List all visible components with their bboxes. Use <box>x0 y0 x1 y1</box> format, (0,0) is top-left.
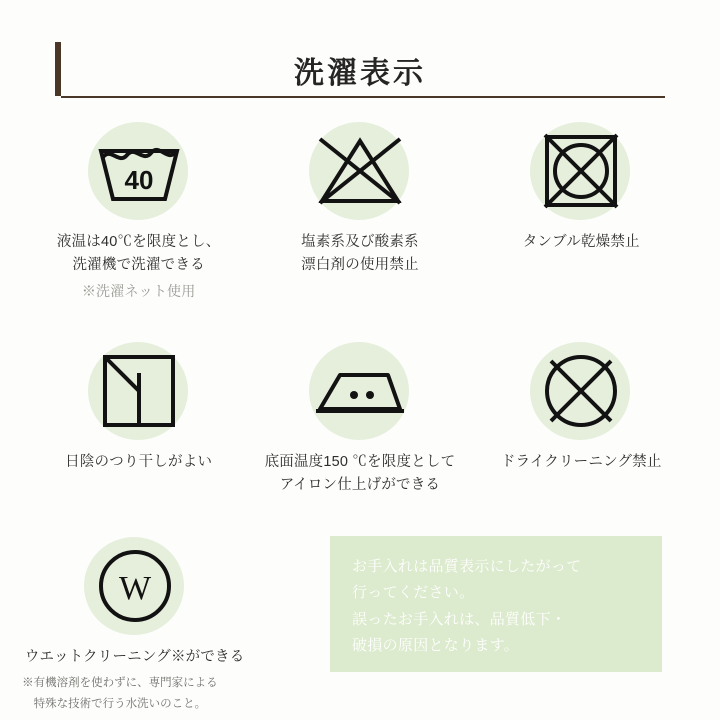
symbol-cell-dry-in-shade <box>28 338 249 533</box>
symbol-graphic <box>522 118 640 223</box>
symbol-row <box>28 118 692 338</box>
symbol-cell-washing-machine-40 <box>28 118 249 338</box>
care-instruction-note <box>330 536 662 672</box>
wet-cleaning-footnote: ※有機溶剤を使わずに、専門家による 特殊な技術で行う水洗いのこと。 <box>22 677 218 710</box>
symbol-graphic <box>301 118 419 223</box>
wash-tub-40-icon <box>95 135 183 207</box>
note-line: 破損の原因となります。 <box>352 636 520 654</box>
symbol-caption: ドライクリーニング禁止 <box>500 454 662 470</box>
square-circle-crossed-tumble-dry-icon <box>539 129 623 213</box>
note-line: 行ってください。 <box>352 584 475 602</box>
symbol-graphic <box>301 338 419 443</box>
square-diagonal-line-dry-shade-icon <box>99 351 179 431</box>
note-line: 誤ったお手入れは、品質低下・ <box>352 610 567 628</box>
symbol-caption: ウエットクリーニング※ができる <box>24 649 245 665</box>
symbol-row <box>28 338 692 533</box>
symbol-cell-iron-150 <box>249 338 470 533</box>
header-divider <box>61 96 665 98</box>
svg-text:W: W <box>118 569 151 607</box>
symbol-cell-wet-cleaning <box>24 533 245 718</box>
symbol-caption: タンブル乾燥禁止 <box>522 234 640 250</box>
symbol-caption: 日陰のつり干しがよい <box>65 454 213 470</box>
symbol-cell-do-not-dry-clean <box>471 338 692 533</box>
triangle-crossed-bleach-icon <box>314 133 406 209</box>
symbol-cell-do-not-tumble-dry <box>471 118 692 338</box>
symbol-caption: 液温は40℃を限度とし、 洗濯機で洗濯できる <box>56 234 221 274</box>
symbol-graphic <box>522 338 640 443</box>
symbol-caption: 底面温度150 ℃を限度として アイロン仕上げができる <box>264 454 456 494</box>
page-title: 洗濯表示 <box>294 57 426 90</box>
circle-crossed-dry-clean-icon <box>539 349 623 433</box>
note-line: お手入れは品質表示にしたがって <box>352 558 582 575</box>
symbol-graphic <box>76 533 194 638</box>
symbol-caption: 塩素系及び酸素系 漂白剤の使用禁止 <box>301 234 419 274</box>
circle-w-wet-clean-icon <box>93 544 177 628</box>
symbol-graphic <box>80 338 198 443</box>
iron-two-dots-icon <box>310 361 410 421</box>
symbol-graphic <box>80 118 198 223</box>
svg-text:40: 40 <box>124 164 154 195</box>
header <box>55 42 665 98</box>
symbol-cell-do-not-bleach <box>249 118 470 338</box>
symbol-sub-note: ※洗濯ネット使用 <box>81 282 196 299</box>
